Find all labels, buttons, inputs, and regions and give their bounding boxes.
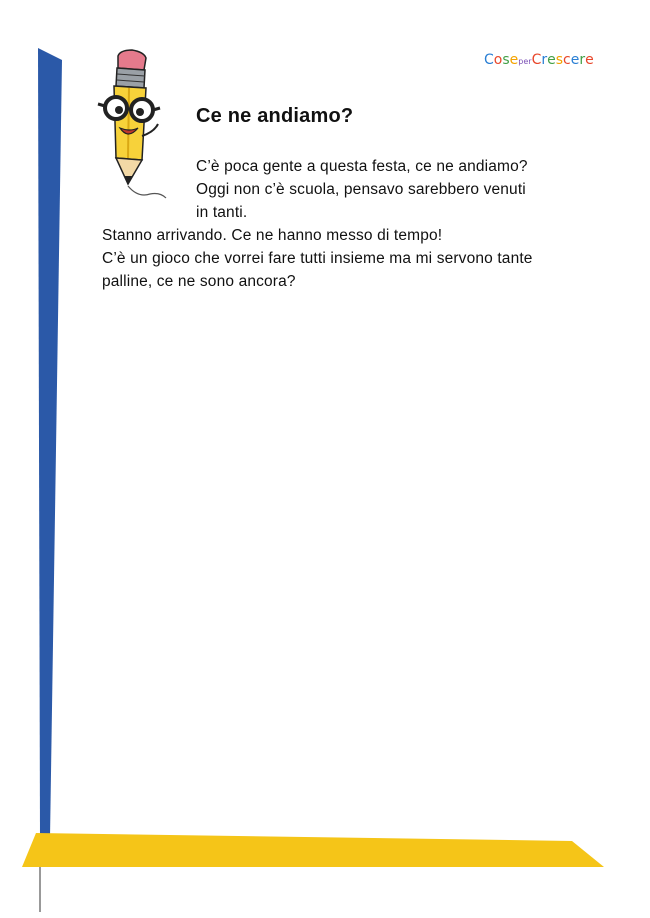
text-line: palline, ce ne sono ancora? <box>102 273 296 290</box>
logo-letter: e <box>509 52 519 68</box>
logo-letter: s <box>555 52 564 68</box>
brand-logo <box>484 52 610 78</box>
text-line: C’è un gioco che vorrei fare tutti insieme ma mi servono tante <box>102 250 533 267</box>
logo-letter: C <box>531 52 542 68</box>
text-line: Oggi non c’è scuola, pensavo sarebbero venuti <box>196 181 526 198</box>
logo-letter: per <box>518 57 532 66</box>
text-line: C’è poca gente a questa festa, ce ne andiamo? <box>196 158 528 175</box>
logo-letter: e <box>570 52 580 68</box>
logo-letter: o <box>493 52 503 68</box>
pencil-mascot-icon <box>80 48 180 208</box>
logo-letter: r <box>541 52 548 68</box>
body-paragraph <box>102 224 622 293</box>
logo-letter: C <box>484 52 494 68</box>
text-line: in tanti. <box>196 204 248 221</box>
page-title: Ce ne andiamo? <box>196 105 354 127</box>
logo-letter: s <box>502 52 510 68</box>
intro-paragraph <box>196 155 606 224</box>
text-line: Stanno arrivando. Ce ne hanno messo di tempo! <box>102 227 443 244</box>
logo-letter: c <box>563 52 571 68</box>
logo-letter: e <box>585 52 594 68</box>
logo-letter: r <box>579 52 586 68</box>
logo-letter: e <box>547 52 556 68</box>
